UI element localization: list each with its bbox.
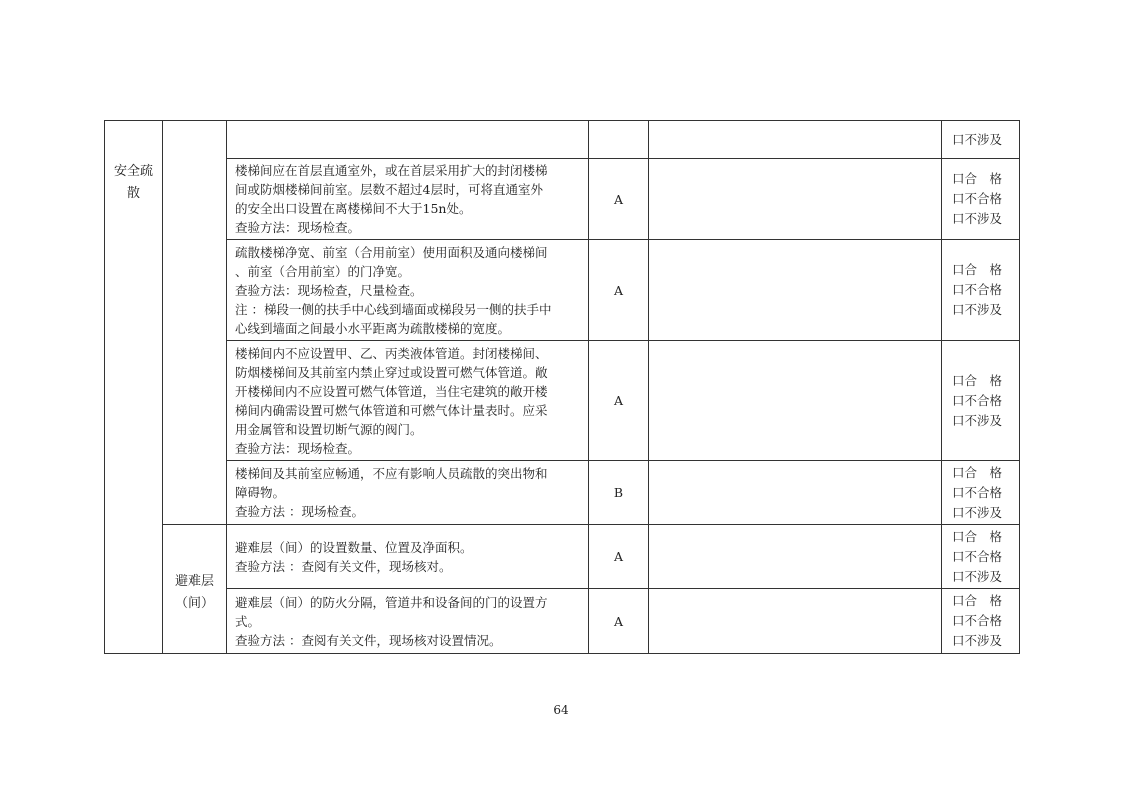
- result-option: 口不涉及: [952, 633, 1003, 648]
- table-row: [105, 461, 1020, 525]
- result-option: 口合 格: [952, 171, 1003, 186]
- table-row: [105, 240, 1020, 341]
- level-cell: A: [589, 240, 649, 341]
- result-option: 口合 格: [952, 528, 1003, 544]
- remarks-cell: [649, 240, 942, 341]
- requirement-cell: [227, 121, 589, 159]
- table-row: [105, 341, 1020, 461]
- table-row: [105, 159, 1020, 240]
- result-option: 口不涉及: [952, 211, 1003, 226]
- remarks-cell: [649, 341, 942, 461]
- remarks-cell: [649, 121, 942, 159]
- page-number: 64: [553, 703, 569, 717]
- requirement-cell: [227, 240, 589, 341]
- inspection-table: [104, 120, 1020, 654]
- level-cell: [589, 121, 649, 159]
- requirement-line: 楼梯间内不应设置甲、乙、丙类液体管道。封闭楼梯间、: [235, 345, 548, 361]
- category-label-line: 安全疏: [113, 164, 153, 179]
- result-cell: [942, 589, 1020, 654]
- category-cell: [105, 121, 163, 654]
- result-option: 口不合格: [952, 191, 1003, 206]
- category-label-line: 散: [126, 186, 140, 201]
- requirement-line: 开楼梯间内不应设置可燃气体管道，当住宅建筑的敞开楼: [235, 383, 548, 399]
- result-option: 口不合格: [952, 548, 1003, 564]
- result-cell: [942, 341, 1020, 461]
- result-cell: [942, 121, 1020, 159]
- requirement-line: 梯间内确需设置可燃气体管道和可燃气体计量表时。应采: [235, 402, 548, 418]
- requirement-line: 防烟楼梯间及其前室内禁止穿过或设置可燃气体管道。敞: [235, 364, 548, 380]
- requirement-cell: [227, 589, 589, 654]
- result-cell: [942, 159, 1020, 240]
- result-option: 口不涉及: [952, 302, 1003, 317]
- requirement-cell: [227, 159, 589, 240]
- table-row: [105, 589, 1020, 654]
- requirement-cell: [227, 525, 589, 589]
- requirement-line: 查验方法 ：查阅有关文件，现场核对。: [235, 558, 452, 574]
- requirement-line: 障碍物。: [235, 485, 286, 500]
- subcategory-cell: [163, 525, 227, 654]
- requirement-line: 查验方法 ：查阅有关文件，现场核对设置情况。: [235, 632, 502, 648]
- level-cell: A: [589, 525, 649, 589]
- requirement-line: 避难层（间）的设置数量、位置及净面积。: [235, 539, 473, 555]
- requirement-line: 避难层（间）的防火分隔，管道井和设备间的门的设置方: [235, 594, 548, 610]
- requirement-line: 楼梯间应在首层直通室外，或在首层采用扩大的封闭楼梯: [235, 163, 548, 178]
- requirement-line: 查验方法：现场检查。: [235, 440, 361, 456]
- remarks-cell: [649, 159, 942, 240]
- result-option: 口不涉及: [952, 568, 1003, 584]
- subcategory-blank-cell: [163, 121, 227, 525]
- requirement-line: 用金属管和设置切断气源的阀门。: [235, 421, 423, 437]
- remarks-cell: [649, 461, 942, 525]
- level-cell: A: [589, 159, 649, 240]
- level-cell: A: [589, 589, 649, 654]
- result-option: 口不合格: [952, 484, 1003, 500]
- table-row: [105, 525, 1020, 589]
- result-option: 口不涉及: [952, 131, 1003, 147]
- level-cell: A: [589, 341, 649, 461]
- result-option: 口合 格: [952, 593, 1003, 608]
- requirement-line: 疏散楼梯净宽、前室（合用前室）使用面积及通向楼梯间: [235, 244, 548, 260]
- result-option: 口不合格: [952, 392, 1003, 408]
- requirement-cell: [227, 461, 589, 525]
- result-cell: [942, 525, 1020, 589]
- result-option: 口合 格: [952, 262, 1003, 277]
- requirement-line: 的安全出口设置在离楼梯间不大于15n处。: [235, 201, 472, 216]
- requirement-line: 查验方法：现场检查，尺量检查。: [235, 282, 423, 298]
- requirement-line: 式。: [235, 613, 261, 629]
- requirement-cell: [227, 341, 589, 461]
- subcategory-label-line: （间）: [174, 596, 214, 611]
- requirement-line: 心线到墙面之间最小水平距离为疏散楼梯的宽度。: [235, 320, 511, 336]
- requirement-line: 楼梯间及其前室应畅通，不应有影响人员疏散的突出物和: [235, 466, 548, 481]
- table-row: [105, 121, 1020, 159]
- result-option: 口合 格: [952, 372, 1003, 388]
- requirement-line: 间或防烟楼梯间前室。层数不超过4层时，可将直通室外: [235, 182, 543, 197]
- requirement-line: 注 ：梯段一侧的扶手中心线到墙面或梯段另一侧的扶手中: [235, 301, 552, 317]
- remarks-cell: [649, 525, 942, 589]
- requirement-line: 查验方法：现场检查。: [235, 220, 361, 235]
- requirement-line: 、前室（合用前室）的门净宽。: [235, 263, 411, 279]
- result-cell: [942, 461, 1020, 525]
- remarks-cell: [649, 589, 942, 654]
- subcategory-label-line: 避难层: [174, 574, 214, 589]
- result-cell: [942, 240, 1020, 341]
- result-option: 口不合格: [952, 613, 1003, 628]
- level-cell: B: [589, 461, 649, 525]
- result-option: 口合 格: [952, 464, 1003, 480]
- requirement-line: 查验方法 ：现场检查。: [235, 504, 364, 519]
- result-option: 口不涉及: [952, 504, 1003, 520]
- result-option: 口不涉及: [952, 412, 1003, 428]
- result-option: 口不合格: [952, 282, 1003, 297]
